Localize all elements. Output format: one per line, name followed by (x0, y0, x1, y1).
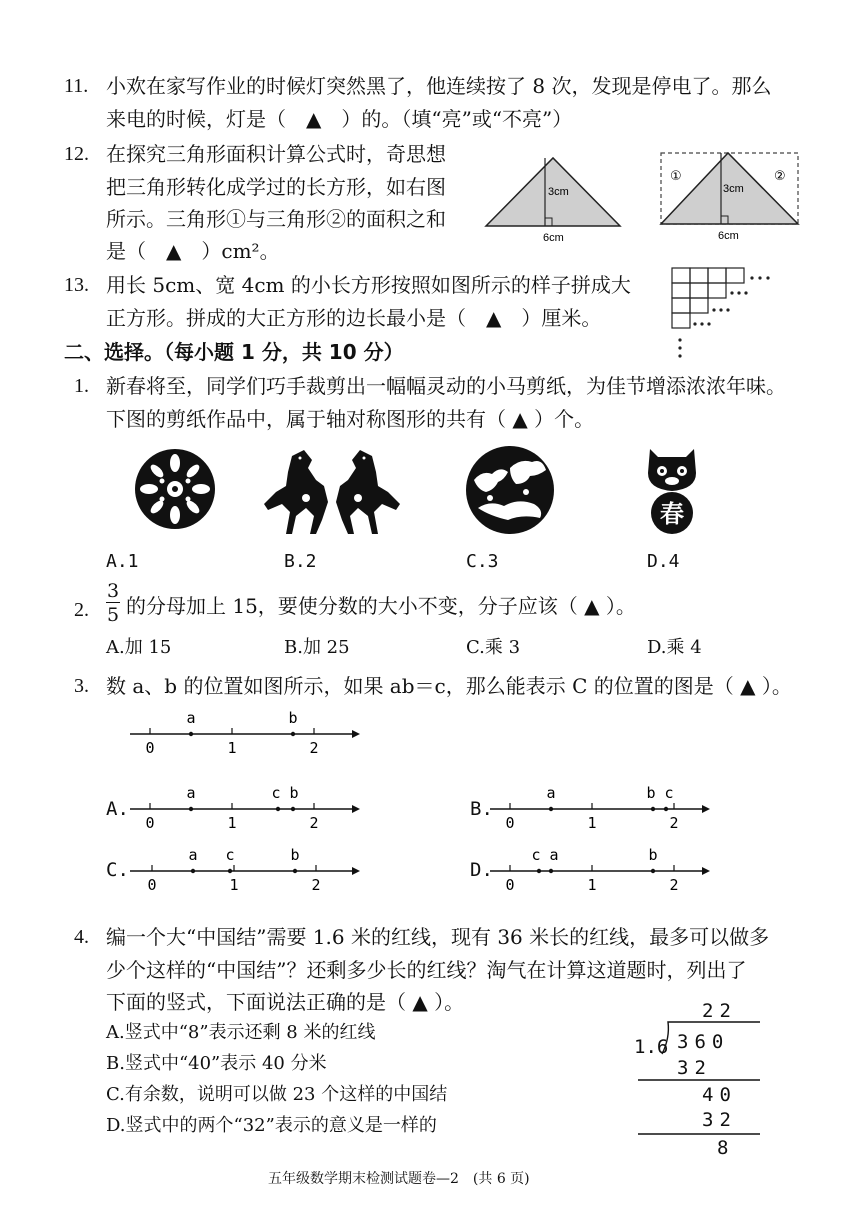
c3-option-d-label: D. (470, 859, 493, 881)
a-tick-0: 0 (145, 814, 155, 832)
q13-number: 13. (64, 274, 89, 296)
a-label-cb: c b (271, 784, 299, 802)
c-label-c: c (225, 846, 235, 864)
c3-option-b-label: B. (470, 798, 493, 820)
page-footer: 五年级数学期末检测试题卷—2 (共 6 页) (268, 1171, 530, 1187)
division-divisor: 1.6 (634, 1036, 669, 1058)
c3-option-c-label: C. (106, 859, 129, 881)
c4-text-line1: 编一个大“中国结”需要 1.6 米的红线，现有 36 米长的红线，最多可以做多 (106, 925, 770, 949)
d-tick-0: 0 (505, 876, 515, 894)
c2-option-d: D.乘 4 (647, 637, 702, 658)
q12-fig2-label2: ② (774, 169, 786, 184)
c3-option-d-number-line (490, 844, 720, 894)
c-label-b: b (290, 846, 300, 864)
section2-title: 二、选择。（每小题 1 分，共 10 分） (64, 340, 404, 364)
b-tick-2: 2 (669, 814, 679, 832)
c2-option-c: C.乘 3 (466, 637, 521, 658)
d-label-ca: c a (531, 846, 559, 864)
q12-fig1-height-label: 3cm (548, 186, 569, 198)
c1-text-line1: 新春将至，同学们巧手裁剪出一幅幅灵动的小马剪纸，为佳节增添浓浓年味。 (106, 374, 786, 398)
q13-text-line2: 正方形。拼成的大正方形的边长最小是（ ▲ ）厘米。 (106, 306, 602, 330)
a-label-a: a (186, 784, 196, 802)
c2-option-b: B.加 25 (284, 637, 350, 658)
c3-option-b-number-line (490, 782, 720, 832)
b-label-a: a (546, 784, 556, 802)
division-dividend: 360 (677, 1031, 730, 1053)
q12-fig2-base-label: 6cm (718, 230, 739, 242)
b-tick-1: 1 (587, 814, 597, 832)
division-step2: 40 (702, 1084, 737, 1106)
q12-number: 12. (64, 143, 89, 165)
c-tick-0: 0 (147, 876, 157, 894)
c4-option-b: B.竖式中“40”表示 40 分米 (106, 1053, 327, 1074)
c-tick-1: 1 (229, 876, 239, 894)
ref-tick-2: 2 (309, 739, 319, 757)
c4-text-line2: 少个这样的“中国结”？还剩多少长的红线？淘气在计算这道题时，列出了 (106, 958, 747, 982)
b-label-bc: b c (646, 784, 674, 802)
division-step1: 32 (677, 1057, 712, 1079)
c4-number: 4. (74, 926, 89, 948)
q12-rectangle-figure (660, 152, 805, 242)
q12-triangle-figure (486, 150, 626, 242)
c1-option-d: D.4 (647, 551, 680, 572)
c2-fraction-bar (106, 602, 120, 603)
d-tick-2: 2 (669, 876, 679, 894)
ref-tick-0: 0 (145, 739, 155, 757)
c1-option-c: C.3 (466, 551, 499, 572)
c1-option-b: B.2 (284, 551, 317, 572)
d-tick-1: 1 (587, 876, 597, 894)
q13-rectangle-grid-figure (672, 268, 782, 368)
q12-fig2-height-label: 3cm (723, 183, 744, 195)
c1-option-a: A.1 (106, 551, 139, 572)
papercut-tiger-spring-image (640, 443, 704, 535)
d-label-b: b (648, 846, 658, 864)
c-label-a: a (188, 846, 198, 864)
c2-fraction-denominator: 5 (106, 604, 120, 626)
ref-tick-1: 1 (227, 739, 237, 757)
q12-text-line3: 所示。三角形①与三角形②的面积之和 (106, 207, 446, 231)
c-tick-2: 2 (311, 876, 321, 894)
c3-text: 数 a、b 的位置如图所示，如果 ab＝c，那么能表示 C 的位置的图是（ ▲ ）。 (106, 674, 792, 698)
c3-option-a-label: A. (106, 798, 129, 820)
c2-fraction-numerator: 3 (106, 580, 120, 602)
c1-text-line2: 下图的剪纸作品中，属于轴对称图形的共有（ ▲ ）个。 (106, 407, 595, 431)
q12-fig1-base-label: 6cm (543, 232, 564, 244)
c4-option-d: D.竖式中的两个“32”表示的意义是一样的 (106, 1115, 437, 1136)
q12-text-line2: 把三角形转化成学过的长方形，如右图 (106, 175, 446, 199)
papercut-running-horses-image (460, 440, 560, 535)
c3-number: 3. (74, 675, 89, 697)
c2-text: 的分母加上 15，要使分数的大小不变，分子应该（ ▲ ）。 (126, 594, 636, 618)
c4-text-line3: 下面的竖式，下面说法正确的是（ ▲ ）。 (106, 990, 465, 1014)
a-tick-2: 2 (309, 814, 319, 832)
q12-text-line1: 在探究三角形面积计算公式时，奇思想 (106, 142, 446, 166)
papercut-rosette-image (130, 447, 220, 532)
q12-fig2-label1: ① (670, 169, 682, 184)
ref-label-b: b (288, 709, 298, 727)
q13-text-line1: 用长 5cm、宽 4cm 的小长方形按照如图所示的样子拼成大 (106, 273, 631, 297)
division-step3: 32 (702, 1109, 737, 1131)
division-quotient: 22 (702, 1000, 737, 1022)
c4-option-c: C.有余数，说明可以做 23 个这样的中国结 (106, 1084, 448, 1105)
papercut-two-horses-image (262, 446, 402, 536)
ref-label-a: a (186, 709, 196, 727)
c4-option-a: A.竖式中“8”表示还剩 8 米的红线 (106, 1022, 376, 1043)
c3-option-a-number-line (130, 782, 360, 832)
q11-text-line1: 小欢在家写作业的时候灯突然黑了，他连续按了 8 次，发现是停电了。那么 (106, 74, 772, 98)
q11-text-line2: 来电的时候，灯是（ ▲ ）的。（填“亮”或“不亮”） (106, 107, 573, 131)
c3-reference-number-line (130, 707, 360, 757)
b-tick-0: 0 (505, 814, 515, 832)
q11-number: 11. (64, 75, 89, 97)
c3-option-c-number-line (130, 844, 360, 894)
a-tick-1: 1 (227, 814, 237, 832)
division-remainder: 8 (717, 1137, 735, 1159)
c1-number: 1. (74, 375, 89, 397)
papercut-seal-character: 春 (660, 499, 684, 528)
c2-number: 2. (74, 599, 89, 621)
q12-text-line4: 是（ ▲ ）cm²。 (106, 239, 280, 263)
c2-option-a: A.加 15 (106, 637, 172, 658)
